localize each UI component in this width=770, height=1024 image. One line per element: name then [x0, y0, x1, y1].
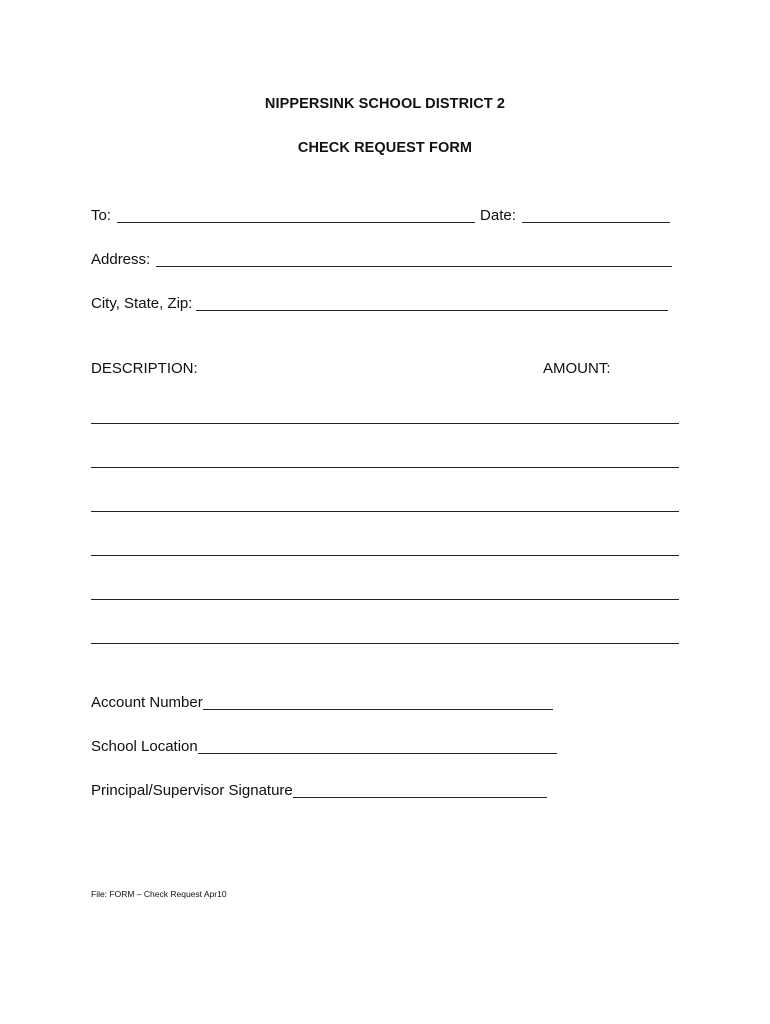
- to-field[interactable]: [117, 206, 475, 223]
- signature-field[interactable]: [293, 781, 547, 798]
- account-number-label: Account Number: [91, 694, 203, 711]
- school-location-label: School Location: [91, 738, 198, 755]
- description-line[interactable]: [91, 599, 679, 600]
- description-line[interactable]: [91, 423, 679, 424]
- school-location-row: [91, 736, 557, 756]
- city-state-zip-field[interactable]: [196, 294, 668, 311]
- file-note: File: FORM – Check Request Apr10: [91, 889, 227, 899]
- date-field[interactable]: [522, 206, 670, 223]
- to-date-row: [91, 205, 670, 225]
- city-state-zip-row: [91, 293, 668, 313]
- form-title: CHECK REQUEST FORM: [297, 140, 473, 156]
- date-label: Date:: [480, 207, 516, 224]
- account-number-field[interactable]: [203, 693, 553, 710]
- district-title: NIPPERSINK SCHOOL DISTRICT 2: [264, 96, 506, 112]
- description-line[interactable]: [91, 643, 679, 644]
- amount-header: AMOUNT:: [543, 360, 611, 377]
- address-field[interactable]: [156, 250, 672, 267]
- school-location-field[interactable]: [198, 737, 557, 754]
- signature-row: [91, 780, 547, 800]
- description-line[interactable]: [91, 467, 679, 468]
- city-state-zip-label: City, State, Zip:: [91, 295, 193, 312]
- address-row: [91, 249, 672, 269]
- account-number-row: [91, 692, 553, 712]
- description-header: DESCRIPTION:: [91, 360, 198, 377]
- to-label: To:: [91, 207, 112, 224]
- address-label: Address:: [91, 251, 151, 268]
- signature-label: Principal/Supervisor Signature: [91, 782, 293, 799]
- description-line[interactable]: [91, 511, 679, 512]
- description-line[interactable]: [91, 555, 679, 556]
